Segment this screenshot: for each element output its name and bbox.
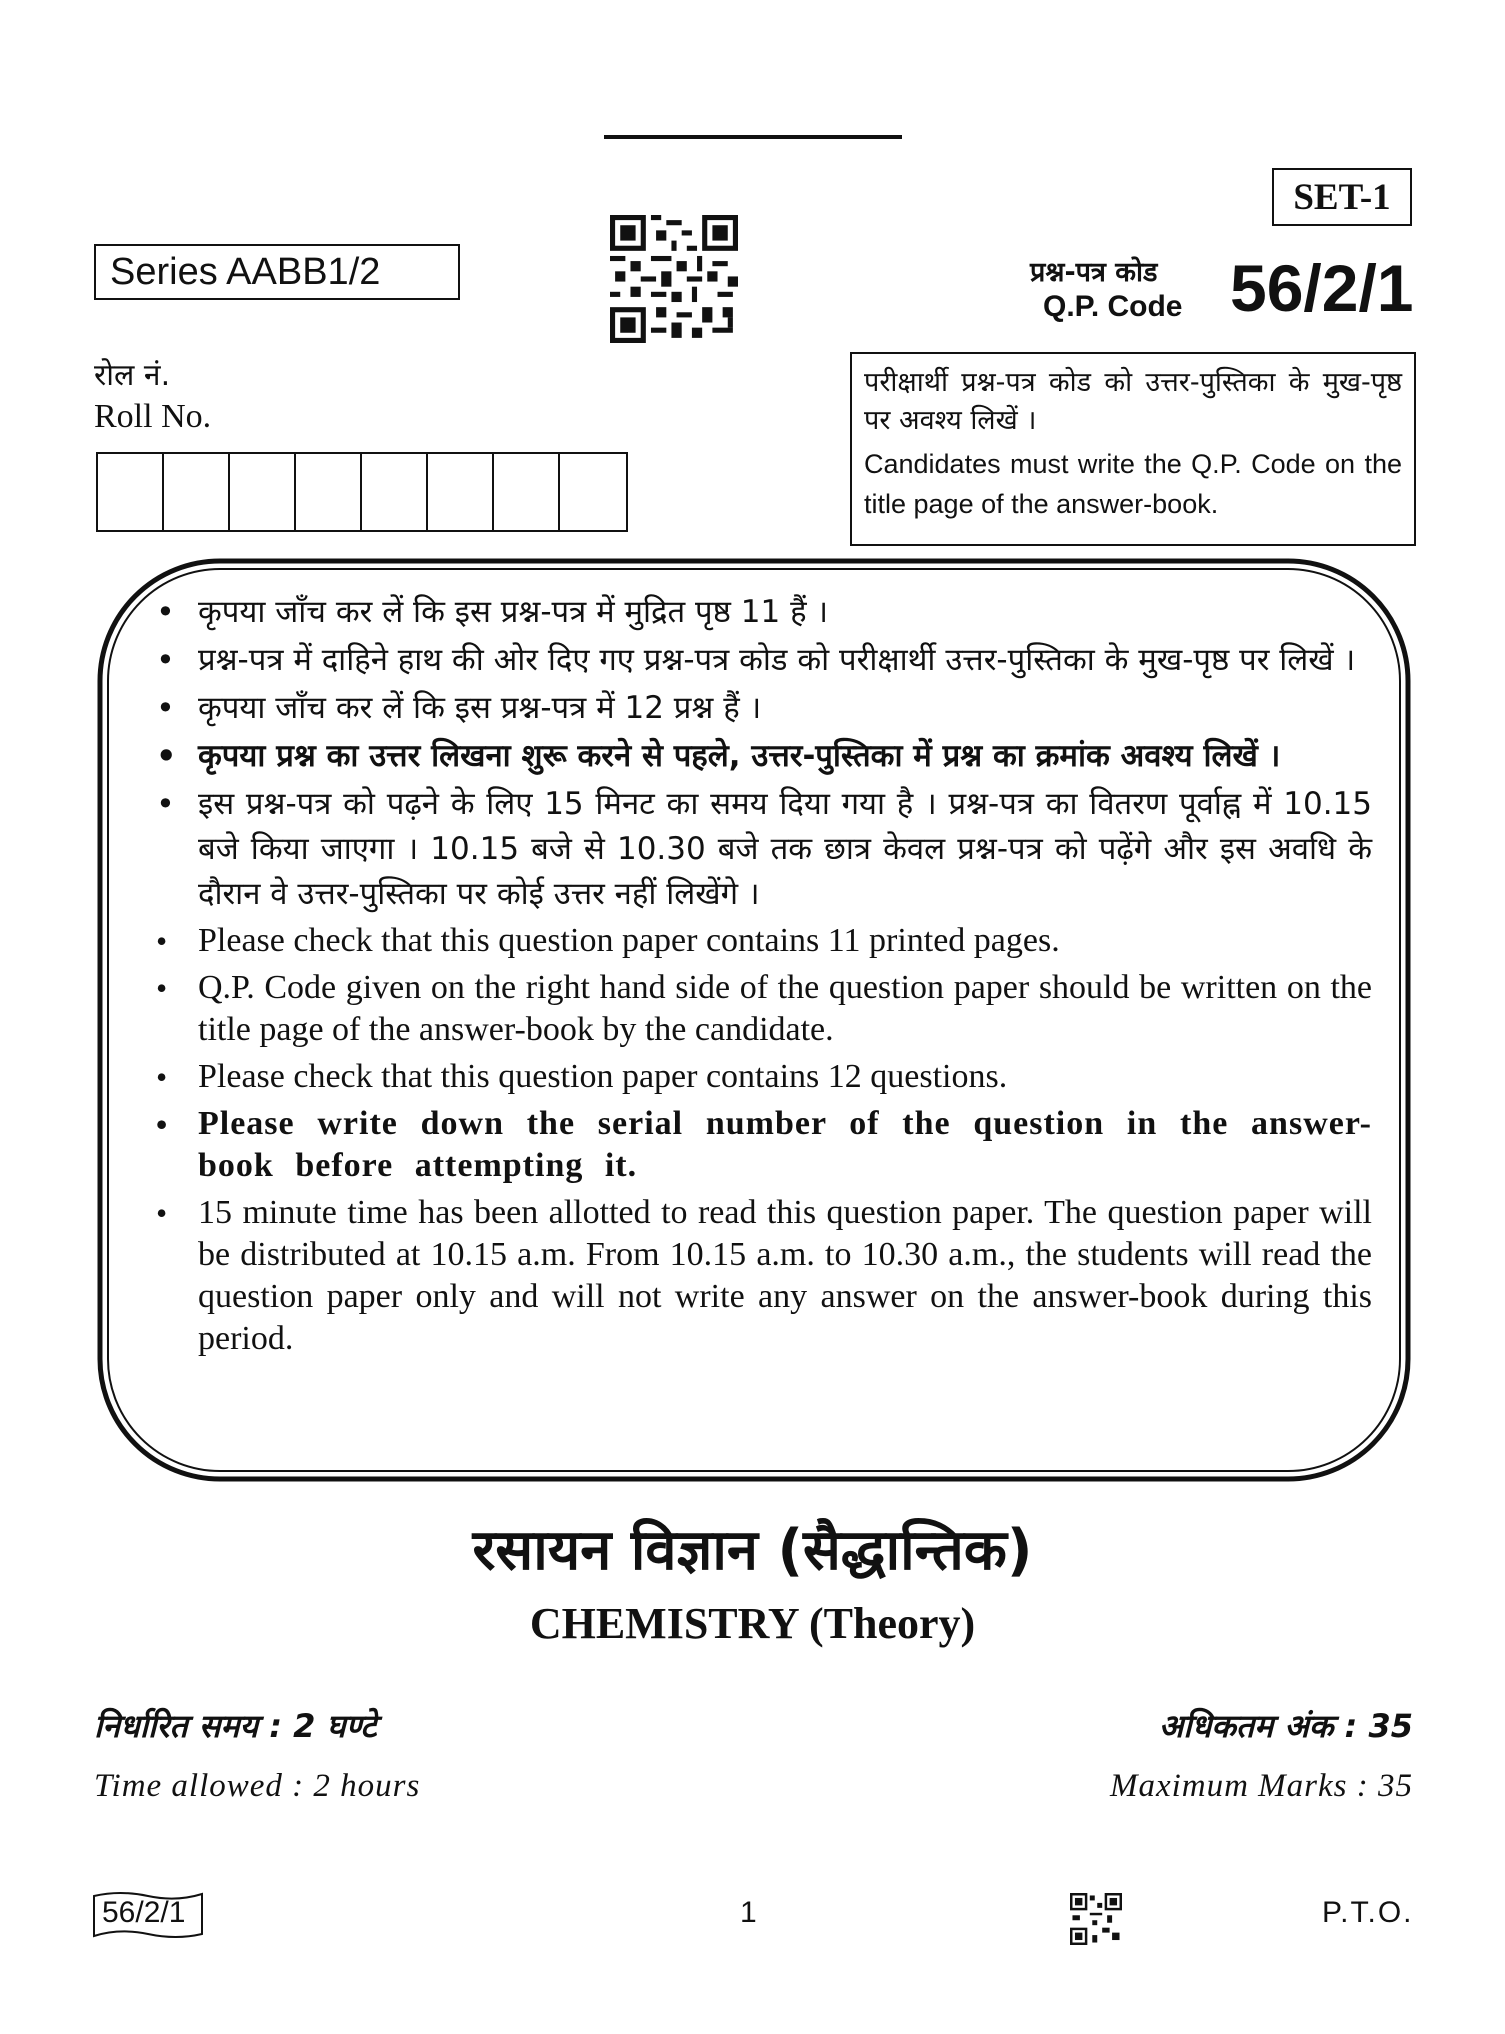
top-rule bbox=[604, 135, 902, 139]
instruction-hindi: • कृपया जाँच कर लें कि इस प्रश्न-पत्र में 12 प्रश्न हैं । bbox=[150, 686, 1372, 731]
qp-code: 56/2/1 bbox=[1230, 251, 1414, 325]
instruction-hindi: • प्रश्न-पत्र में दाहिने हाथ की ओर दिए गए प्रश्न-पत्र कोड को परीक्षार्थी उत्तर-पुस्तिका के मुख-पृष्ठ पर लिखें । bbox=[150, 638, 1372, 683]
roll-digit-box[interactable] bbox=[560, 454, 626, 530]
roll-digit-box[interactable] bbox=[164, 454, 230, 530]
notice-hindi: परीक्षार्थी प्रश्न-पत्र कोड को उत्तर-पुस्तिका के मुख-पृष्ठ पर अवश्य लिखें । bbox=[864, 367, 1402, 436]
qp-code-label-hindi: प्रश्न-पत्र कोड bbox=[1030, 257, 1158, 288]
roll-digit-box[interactable] bbox=[428, 454, 494, 530]
maximum-marks-hindi: अधिकतम अंक : 35 bbox=[1158, 1707, 1413, 1745]
pto-label: P.T.O. bbox=[1322, 1896, 1414, 1929]
roll-digit-box[interactable] bbox=[230, 454, 296, 530]
subject-title-hindi: रसायन विज्ञान (सैद्धान्तिक) bbox=[472, 1518, 1033, 1583]
notice-english: Candidates must write the Q.P. Code on the title page of the answer-book. bbox=[864, 449, 1402, 519]
instruction-english: • Please check that this question paper contains 12 questions. bbox=[150, 1056, 1372, 1098]
qr-code-icon bbox=[1070, 1893, 1122, 1945]
instruction-hindi: • इस प्रश्न-पत्र को पढ़ने के लिए 15 मिनट का समय दिया गया है । प्रश्न-पत्र का वितरण पूर्वाह्न में 10.15 बजे किया जाएगा । 10.15 बजे से 10.30 बजे तक छात्र केवल प्रश्न-पत्र को पढ़ेंगे और इस अवधि के दौरान वे उत्तर-पुस्तिका पर कोई उत्तर नहीं लिखेंगे । bbox=[150, 782, 1372, 917]
set-label: SET-1 bbox=[1272, 168, 1412, 226]
instruction-english: • Please check that this question paper contains 11 printed pages. bbox=[150, 920, 1372, 962]
instruction-english: • Q.P. Code given on the right hand side of the question paper should be written on the title page of the answer-book by the candidate. bbox=[150, 967, 1372, 1051]
time-allowed-hindi: निर्धारित समय : 2 घण्टे bbox=[94, 1707, 377, 1745]
roll-digit-box[interactable] bbox=[98, 454, 164, 530]
maximum-marks: Maximum Marks : 35 bbox=[1109, 1768, 1413, 1804]
page-number: 1 bbox=[740, 1896, 757, 1929]
instructions-list bbox=[150, 590, 1372, 1365]
instruction-hindi: • कृपया जाँच कर लें कि इस प्रश्न-पत्र में मुद्रित पृष्ठ 11 हैं । bbox=[150, 590, 1372, 635]
series-label: Series AABB1/2 bbox=[94, 244, 460, 300]
roll-number-boxes[interactable] bbox=[96, 452, 628, 532]
instruction-english: • Please write down the serial number of the question in the answer-book before attempting it. bbox=[150, 1103, 1372, 1187]
qp-code-notice bbox=[850, 352, 1416, 546]
roll-label-hindi: रोल नं. bbox=[94, 358, 171, 393]
instruction-hindi: • कृपया प्रश्न का उत्तर लिखना शुरू करने से पहले, उत्तर-पुस्तिका में प्रश्न का क्रमांक अवश्य लिखें । bbox=[150, 734, 1372, 779]
footer-code: 56/2/1 bbox=[102, 1896, 186, 1929]
roll-digit-box[interactable] bbox=[362, 454, 428, 530]
time-allowed: Time allowed : 2 hours bbox=[94, 1768, 421, 1804]
roll-digit-box[interactable] bbox=[494, 454, 560, 530]
footer-code-tag bbox=[90, 1888, 208, 1942]
qr-code-icon bbox=[610, 215, 738, 343]
instruction-english: • 15 minute time has been allotted to read this question paper. The question paper will be distributed at 10.15 a.m. From 10.15 a.m. to 10.30 a.m., the students will read the question paper only and will not write any answer on the answer-book during this period. bbox=[150, 1192, 1372, 1360]
qp-code-label: Q.P. Code bbox=[1043, 290, 1183, 323]
subject-title: CHEMISTRY (Theory) bbox=[529, 1599, 976, 1648]
roll-digit-box[interactable] bbox=[296, 454, 362, 530]
roll-label: Roll No. bbox=[94, 398, 212, 435]
